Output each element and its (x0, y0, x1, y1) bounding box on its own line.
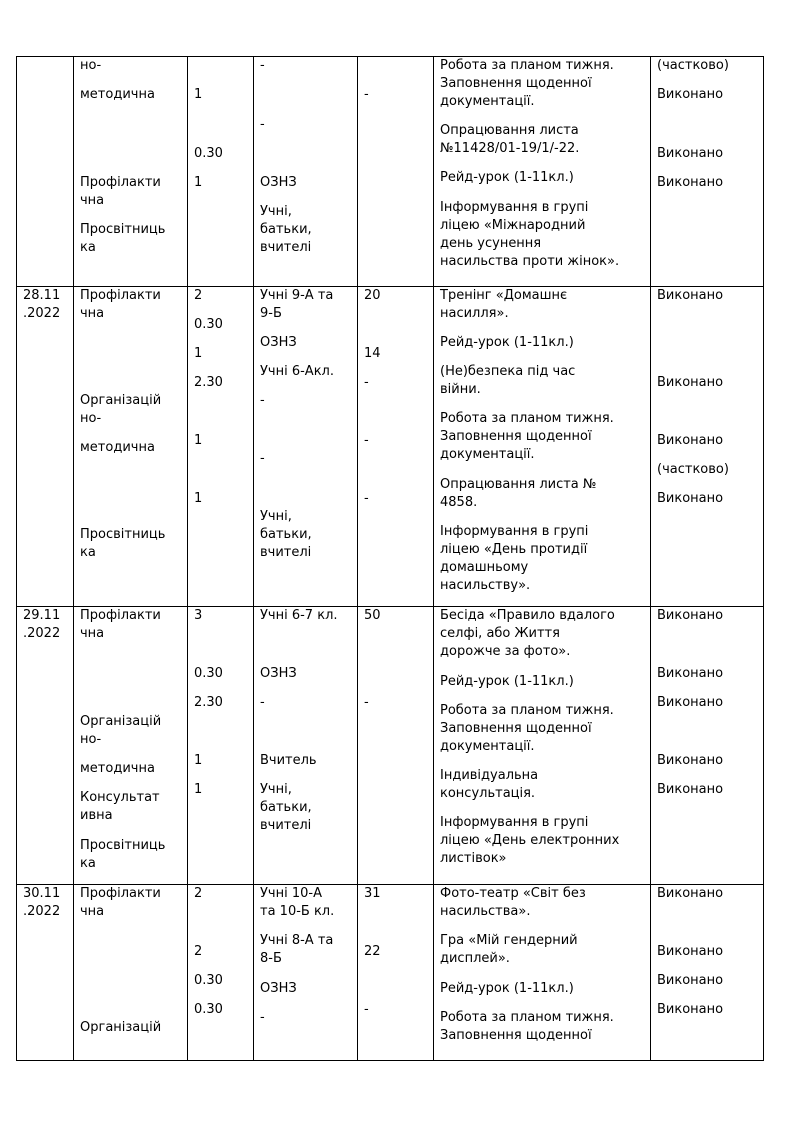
cell-text-line: Виконано (657, 753, 724, 768)
cell-text-line: Вчитель (260, 753, 317, 768)
cell-text-line: Консультат (80, 790, 160, 805)
cell-text-line: вчителі (260, 240, 312, 255)
cell-text-line: 1 (194, 346, 203, 361)
cell-text-line: 0.30 (194, 317, 223, 332)
count-cell (358, 57, 434, 287)
cell-text-line: - (364, 433, 369, 448)
cell-text-line: - (364, 375, 369, 390)
count-cell (358, 607, 434, 885)
cell-text-line: документації. (440, 94, 535, 109)
cell-text-line: Просвітниць (80, 838, 166, 853)
cell-text-line: Учні, (260, 204, 292, 219)
cell-text-line: Рейд-урок (1-11кл.) (440, 674, 574, 689)
cell-text-line: ОЗНЗ (260, 335, 297, 350)
cell-text-line: 0.30 (194, 973, 223, 988)
cell-text-line: ліцею «День протидії (440, 542, 588, 557)
cell-text-line: вчителі (260, 545, 312, 560)
cell-text-line: (частково) (657, 462, 729, 477)
cell-text-line: Виконано (657, 146, 724, 161)
cell-text-line: Організацій (80, 393, 162, 408)
cell-text-line: батьки, (260, 527, 312, 542)
cell-text-line: 0.30 (194, 1002, 223, 1017)
hours-cell (188, 607, 254, 885)
cell-text-line: Інформування в групі (440, 815, 589, 830)
audience-cell (254, 885, 358, 1061)
cell-text-line: Заповнення щоденної (440, 721, 592, 736)
cell-text-line: Опрацювання листа № (440, 477, 597, 492)
count-cell (358, 287, 434, 607)
audience-cell (254, 57, 358, 287)
cell-text-line: 4858. (440, 495, 478, 510)
cell-text-line: - (260, 58, 265, 73)
cell-text-line: Виконано (657, 886, 724, 901)
cell-text-line: 1 (194, 753, 203, 768)
cell-text-line: 0.30 (194, 666, 223, 681)
cell-text-line: - (260, 117, 265, 132)
cell-text-line: Виконано (657, 973, 724, 988)
cell-text-line: Інформування в групі (440, 200, 589, 215)
cell-text-line: Виконано (657, 375, 724, 390)
cell-text-line: війни. (440, 382, 481, 397)
cell-text-line: чна (80, 306, 105, 321)
cell-text-line: Виконано (657, 491, 724, 506)
count-cell (358, 885, 434, 1061)
table-row (17, 57, 764, 287)
cell-text-line: Рейд-урок (1-11кл.) (440, 170, 574, 185)
cell-text-line: насильству». (440, 578, 531, 593)
status-cell (651, 607, 764, 885)
date-cell (17, 57, 74, 287)
cell-text-line: Виконано (657, 433, 724, 448)
cell-text-line: - (260, 1010, 265, 1025)
cell-text-line: Фото-театр «Світ без (440, 886, 586, 901)
cell-text-line: - (260, 451, 265, 466)
cell-text-line: Бесіда «Правило вдалого (440, 608, 615, 623)
cell-text-line: 31 (364, 886, 381, 901)
cell-text-line: 9-Б (260, 306, 282, 321)
cell-text-line: 2 (194, 944, 203, 959)
cell-text-line: день усунення (440, 236, 542, 251)
cell-text-line: Виконано (657, 944, 724, 959)
cell-text-line: Гра «Мій гендерний (440, 933, 578, 948)
cell-text-line: 1 (194, 175, 203, 190)
cell-text-line: но- (80, 58, 102, 73)
cell-text-line: Робота за планом тижня. (440, 1010, 614, 1025)
cell-text-line: насилля». (440, 306, 509, 321)
cell-text-line: .2022 (23, 904, 61, 919)
cell-text-line: 2.30 (194, 695, 223, 710)
cell-text-line: ка (80, 240, 96, 255)
cell-text-line: дисплей». (440, 951, 510, 966)
cell-text-line: но- (80, 732, 102, 747)
cell-text-line: Виконано (657, 1002, 724, 1017)
cell-text-line: 1 (194, 782, 203, 797)
cell-text-line: 30.11 (23, 886, 61, 901)
hours-cell (188, 885, 254, 1061)
cell-text-line: 2.30 (194, 375, 223, 390)
status-cell (651, 885, 764, 1061)
cell-text-line: Учні, (260, 509, 292, 524)
direction-cell (74, 607, 188, 885)
direction-cell (74, 885, 188, 1061)
audience-cell (254, 287, 358, 607)
cell-text-line: Учні 6-7 кл. (260, 608, 338, 623)
cell-text-line: домашньому (440, 560, 529, 575)
content-cell (434, 885, 651, 1061)
cell-text-line: Профілакти (80, 175, 161, 190)
content-cell (434, 607, 651, 885)
cell-text-line: Профілакти (80, 886, 161, 901)
cell-text-line: Тренінг «Домашнє (440, 288, 568, 303)
direction-cell (74, 287, 188, 607)
cell-text-line: Просвітниць (80, 527, 166, 542)
cell-text-line: 14 (364, 346, 381, 361)
cell-text-line: - (260, 695, 265, 710)
cell-text-line: Виконано (657, 695, 724, 710)
cell-text-line: Організацій (80, 714, 162, 729)
cell-text-line: Рейд-урок (1-11кл.) (440, 981, 574, 996)
cell-text-line: Учні, (260, 782, 292, 797)
hours-cell (188, 57, 254, 287)
cell-text-line: №11428/01-19/1/-22. (440, 141, 580, 156)
cell-text-line: - (260, 393, 265, 408)
cell-text-line: Інформування в групі (440, 524, 589, 539)
table-row (17, 607, 764, 885)
cell-text-line: насильства». (440, 904, 531, 919)
date-cell (17, 607, 74, 885)
status-cell (651, 287, 764, 607)
cell-text-line: Виконано (657, 782, 724, 797)
cell-text-line: 20 (364, 288, 381, 303)
cell-text-line: Виконано (657, 608, 724, 623)
cell-text-line: 22 (364, 944, 381, 959)
cell-text-line: 3 (194, 608, 203, 623)
cell-text-line: консультація. (440, 786, 536, 801)
cell-text-line: чна (80, 193, 105, 208)
cell-text-line: Учні 10-А (260, 886, 322, 901)
cell-text-line: Індивідуальна (440, 768, 539, 783)
cell-text-line: селфі, або Життя (440, 626, 560, 641)
cell-text-line: .2022 (23, 306, 61, 321)
cell-text-line: Опрацювання листа (440, 123, 579, 138)
direction-cell (74, 57, 188, 287)
cell-text-line: 1 (194, 433, 203, 448)
cell-text-line: Заповнення щоденної (440, 429, 592, 444)
cell-text-line: Виконано (657, 87, 724, 102)
cell-text-line: Виконано (657, 288, 724, 303)
cell-text-line: чна (80, 904, 105, 919)
cell-text-line: насильства проти жінок». (440, 254, 620, 269)
cell-text-line: ОЗНЗ (260, 175, 297, 190)
cell-text-line: - (364, 87, 369, 102)
cell-text-line: 29.11 (23, 608, 61, 623)
cell-text-line: Рейд-урок (1-11кл.) (440, 335, 574, 350)
cell-text-line: 0.30 (194, 146, 223, 161)
cell-text-line: дорожче за фото». (440, 644, 571, 659)
content-cell (434, 287, 651, 607)
activity-table (16, 56, 764, 1061)
cell-text-line: Виконано (657, 666, 724, 681)
date-cell (17, 885, 74, 1061)
cell-text-line: (частково) (657, 58, 729, 73)
cell-text-line: документації. (440, 447, 535, 462)
cell-text-line: Профілакти (80, 608, 161, 623)
cell-text-line: 1 (194, 491, 203, 506)
cell-text-line: ліцею «Міжнародний (440, 218, 586, 233)
cell-text-line: ліцею «День електронних (440, 833, 620, 848)
cell-text-line: 1 (194, 87, 203, 102)
cell-text-line: Заповнення щоденної (440, 1028, 592, 1043)
cell-text-line: Учні 6-Акл. (260, 364, 334, 379)
cell-text-line: батьки, (260, 222, 312, 237)
cell-text-line: 8-Б (260, 951, 282, 966)
cell-text-line: Організацій (80, 1020, 162, 1035)
hours-cell (188, 287, 254, 607)
cell-text-line: Робота за планом тижня. (440, 703, 614, 718)
cell-text-line: батьки, (260, 800, 312, 815)
cell-text-line: ка (80, 856, 96, 871)
cell-text-line: ОЗНЗ (260, 666, 297, 681)
cell-text-line: Учні 8-А та (260, 933, 334, 948)
cell-text-line: 50 (364, 608, 381, 623)
cell-text-line: методична (80, 440, 155, 455)
cell-text-line: та 10-Б кл. (260, 904, 335, 919)
table-row (17, 287, 764, 607)
cell-text-line: 28.11 (23, 288, 61, 303)
cell-text-line: методична (80, 761, 155, 776)
cell-text-line: Робота за планом тижня. (440, 58, 614, 73)
cell-text-line: Учні 9-А та (260, 288, 334, 303)
cell-text-line: чна (80, 626, 105, 641)
cell-text-line: ОЗНЗ (260, 981, 297, 996)
cell-text-line: .2022 (23, 626, 61, 641)
cell-text-line: документації. (440, 739, 535, 754)
cell-text-line: Заповнення щоденної (440, 76, 592, 91)
cell-text-line: (Не)безпека під час (440, 364, 576, 379)
cell-text-line: Виконано (657, 175, 724, 190)
cell-text-line: 2 (194, 288, 203, 303)
cell-text-line: листівок» (440, 851, 507, 866)
cell-text-line: ка (80, 545, 96, 560)
content-cell (434, 57, 651, 287)
cell-text-line: Профілакти (80, 288, 161, 303)
status-cell (651, 57, 764, 287)
audience-cell (254, 607, 358, 885)
cell-text-line: - (364, 491, 369, 506)
cell-text-line: - (364, 695, 369, 710)
table-row (17, 885, 764, 1061)
cell-text-line: вчителі (260, 818, 312, 833)
cell-text-line: ивна (80, 808, 113, 823)
cell-text-line: но- (80, 411, 102, 426)
cell-text-line: методична (80, 87, 155, 102)
cell-text-line: 2 (194, 886, 203, 901)
cell-text-line: Робота за планом тижня. (440, 411, 614, 426)
cell-text-line: - (364, 1002, 369, 1017)
date-cell (17, 287, 74, 607)
cell-text-line: Просвітниць (80, 222, 166, 237)
